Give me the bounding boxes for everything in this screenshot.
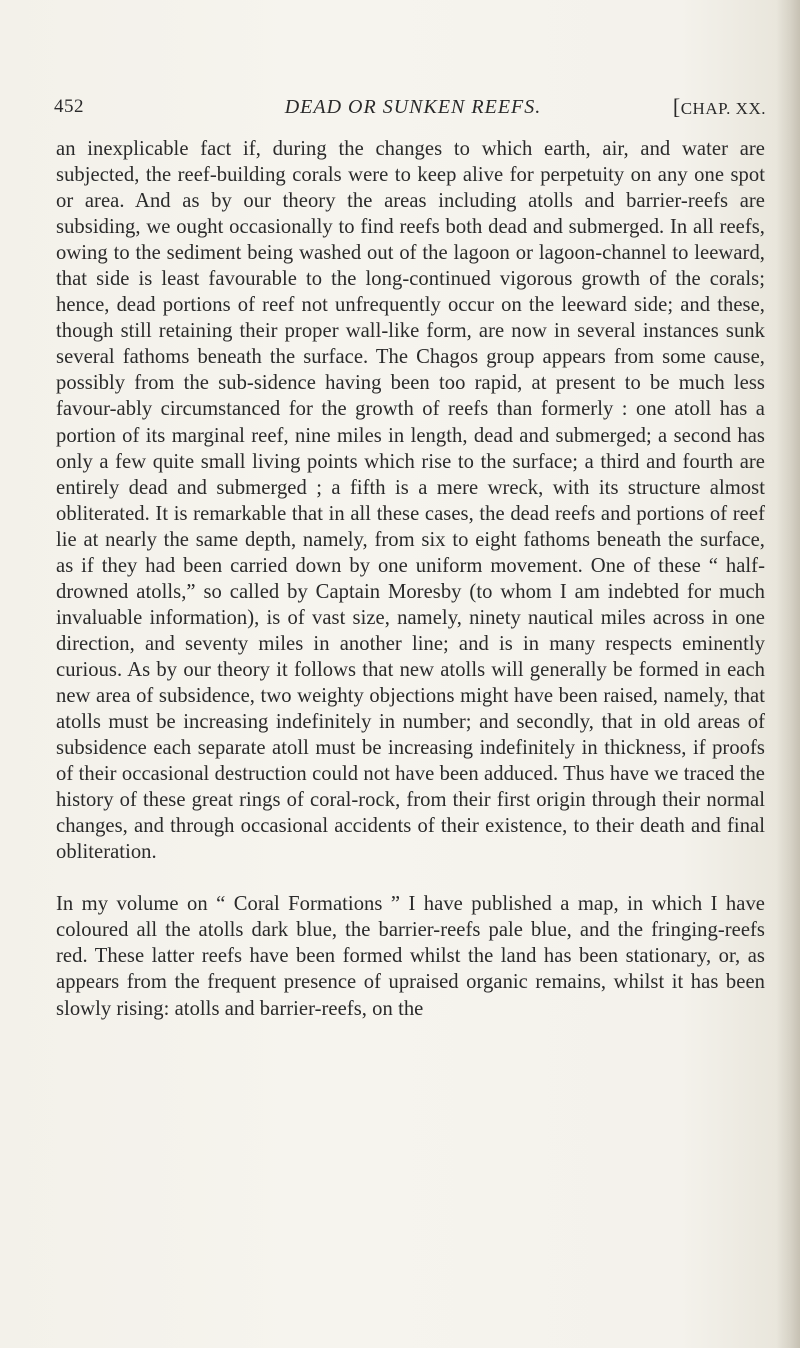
chapter-reference [673, 92, 766, 124]
chapter-bracket: [ [672, 94, 681, 119]
page-edge-shadow [776, 0, 800, 1348]
chapter-label: CHAP. XX. [680, 99, 766, 118]
running-header [54, 92, 766, 122]
paragraph-1: an inexplicable fact if, during the changes to which earth, air, and water are subjected, the reef-building corals were to keep alive for perpetuity on any one spot or area. And as by our theory the areas including atolls and barrier-reefs are subsiding, we ought occasionally to find reefs both dead and submerged. In all reefs, owing to the sediment being washed out of the lagoon or lagoon-channel to leeward, that side is least favourable to the long-continued vigorous growth of the corals; hence, dead portions of reef not unfrequently occur on the leeward side; and these, though still retaining their proper wall-like form, are now in several instances sunk several fathoms beneath the surface. The Chagos group appears from some cause, possibly from the sub-sidence having been too rapid, at present to be much less favour-ably circumstanced for the growth of reefs than formerly : one atoll has a portion of its marginal reef, nine miles in length, dead and submerged; a second has only a few quite small living points which rise to the surface; a third and fourth are entirely dead and submerged ; a fifth is a mere wreck, with its structure almost obliterated. It is remarkable that in all these cases, the dead reefs and portions of reef lie at nearly the same depth, namely, from six to eight fathoms beneath the surface, as if they had been carried down by one uniform movement. One of these “ half-drowned atolls,” so called by Captain Moresby (to whom I am indebted for much invaluable information), is of vast size, namely, ninety nautical miles across in one direction, and seventy miles in another line; and is in many respects eminently curious. As by our theory it follows that new atolls will generally be formed in each new area of subsidence, two weighty objections might have been raised, namely, that atolls must be increasing indefinitely in number; and secondly, that in old areas of subsidence each separate atoll must be increasing indefinitely in thickness, if proofs of their occasional destruction could not have been adduced. Thus have we traced the history of these great rings of coral-rock, from their first origin through their normal changes, and through occasional accidents of their existence, to their death and final obliteration. [56, 138, 765, 864]
paragraph-2: In my volume on “ Coral Formations ” I have published a map, in which I have coloured all the atolls dark blue, the barrier-reefs pale blue, and the fringing-reefs red. These latter reefs have been formed whilst the land has been stationary, or, as appears from the frequent presence of upraised organic remains, whilst it has been slowly rising: atolls and barrier-reefs, on the [56, 893, 765, 1020]
page-number: 452 [54, 96, 84, 117]
body-text [56, 136, 765, 1022]
running-title: DEAD OR SUNKEN REEFS. [284, 96, 542, 118]
